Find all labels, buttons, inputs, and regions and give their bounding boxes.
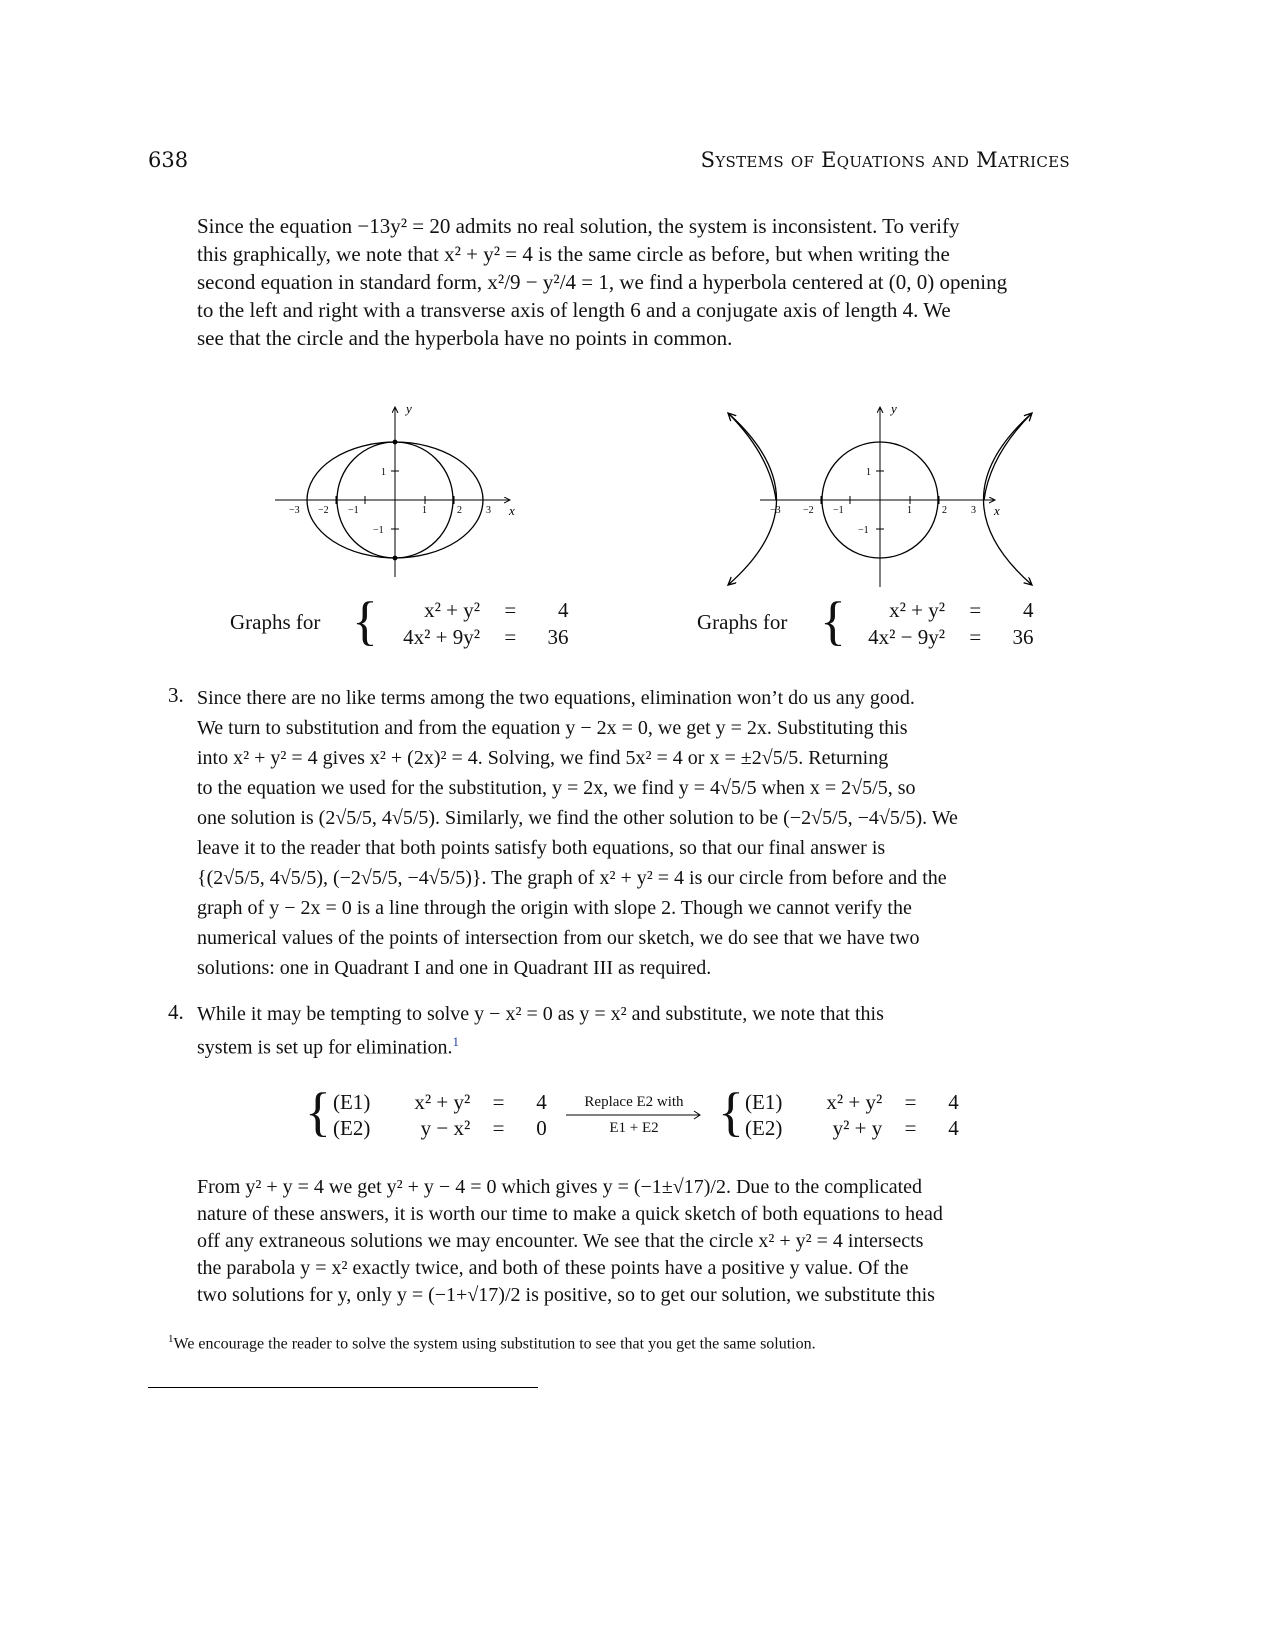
item-number: 3. bbox=[168, 683, 184, 707]
eq-lhs: x² + y² bbox=[826, 1090, 883, 1114]
y-tick-label: 1 bbox=[866, 467, 871, 478]
x-axis-label: x bbox=[994, 503, 1000, 518]
item3-line: leave it to the reader that both points satisfy both equations, so that our final answer is bbox=[197, 837, 886, 859]
elim-arrow-label-bottom: E1 + E2 bbox=[609, 1120, 659, 1136]
system-brace: { bbox=[718, 1082, 744, 1142]
footnote bbox=[168, 1333, 1068, 1353]
footnote-mark: 1 bbox=[168, 1333, 174, 1345]
x-tick-label: 2 bbox=[942, 505, 947, 516]
item3-line: numerical values of the points of intersection from our sketch, we do see that we have two bbox=[197, 927, 920, 949]
y-tick-label: −1 bbox=[858, 525, 869, 536]
intro-line: to the left and right with a transverse axis of length 6 and a conjugate axis of length 4. We bbox=[197, 298, 951, 322]
item3-line: We turn to substitution and from the equation y − 2x = 0, we get y = 2x. Substituting this bbox=[197, 717, 908, 739]
eq-rhs: 4 bbox=[948, 1116, 959, 1140]
hyperbola-left-branch bbox=[728, 413, 777, 585]
eq-sign: = bbox=[904, 1116, 917, 1140]
eq-sign: = bbox=[492, 1090, 505, 1114]
running-header-title: Systems of Equations and Matrices bbox=[700, 148, 1070, 172]
eq-rhs: 4 bbox=[558, 598, 569, 622]
eq-label: (E1) bbox=[745, 1090, 783, 1114]
x-tick-label: −2 bbox=[803, 505, 814, 516]
y-axis-label: y bbox=[406, 401, 412, 416]
elim-arrow-label-top: Replace E2 with bbox=[584, 1094, 684, 1110]
x-tick-label: 1 bbox=[907, 505, 912, 516]
item-number: 4. bbox=[168, 1000, 184, 1024]
footnote-text: We encourage the reader to solve the system using substitution to see that you get the same solution. bbox=[173, 1335, 816, 1353]
intro-line: see that the circle and the hyperbola have no points in common. bbox=[197, 326, 733, 350]
item4-line: two solutions for y, only y = (−1+√17)/2 is positive, so to get our solution, we substitute this bbox=[197, 1284, 935, 1306]
eq-sign: = bbox=[504, 625, 517, 649]
graph-caption-right: Graphs for bbox=[697, 610, 788, 634]
intro-line: Since the equation −13y² = 20 admits no real solution, the system is inconsistent. To verify bbox=[197, 214, 960, 238]
left-system-row bbox=[380, 596, 569, 624]
eq-lhs: x² + y² bbox=[424, 598, 480, 622]
eq-label: (E2) bbox=[333, 1116, 371, 1140]
eq-sign: = bbox=[904, 1090, 917, 1114]
intersection-point bbox=[393, 556, 398, 561]
elim-right-row bbox=[745, 1114, 959, 1142]
item4-intro bbox=[197, 1000, 1070, 1062]
item3-line: {(2√5/5, 4√5/5), (−2√5/5, −4√5/5)}. The graph of x² + y² = 4 is our circle from before and the bbox=[197, 867, 947, 889]
item4-line: While it may be tempting to solve y − x² = 0 as y = x² and substitute, we note that this bbox=[197, 1003, 884, 1025]
eq-sign: = bbox=[969, 625, 982, 649]
system-brace: { bbox=[352, 591, 378, 651]
eq-rhs: 36 bbox=[547, 625, 569, 649]
elim-arrow bbox=[566, 1110, 706, 1120]
footnote-reference[interactable]: 1 bbox=[452, 1034, 460, 1049]
intro-line: second equation in standard form, x²/9 − y²/4 = 1, we find a hyperbola centered at (0, 0) opening bbox=[197, 270, 1008, 294]
intersection-point bbox=[393, 440, 398, 445]
eq-sign: = bbox=[969, 598, 982, 622]
eq-label: (E1) bbox=[333, 1090, 371, 1114]
eq-rhs: 36 bbox=[1012, 625, 1034, 649]
elim-left-row bbox=[333, 1088, 547, 1116]
x-tick-label: 2 bbox=[457, 505, 462, 516]
eq-rhs: 0 bbox=[536, 1116, 547, 1140]
x-tick-label: −3 bbox=[289, 505, 300, 516]
eq-rhs: 4 bbox=[948, 1090, 959, 1114]
eq-rhs: 4 bbox=[536, 1090, 547, 1114]
intro-line: this graphically, we note that x² + y² = 4 is the same circle as before, but when writing the bbox=[197, 242, 950, 266]
eq-lhs: 4x² − 9y² bbox=[868, 625, 945, 649]
item3-line: solutions: one in Quadrant I and one in Quadrant III as required. bbox=[197, 957, 712, 979]
item3-line: to the equation we used for the substitution, y = 2x, we find y = 4√5/5 when x = 2√5/5, so bbox=[197, 777, 916, 799]
system-brace: { bbox=[820, 591, 846, 651]
eq-lhs: x² + y² bbox=[414, 1090, 471, 1114]
intro-paragraph bbox=[197, 212, 1070, 352]
y-tick-label: −1 bbox=[373, 525, 384, 536]
x-axis-label: x bbox=[509, 503, 515, 518]
item4-line: nature of these answers, it is worth our time to make a quick sketch of both equations to head bbox=[197, 1203, 943, 1225]
right-system-row bbox=[845, 623, 1034, 651]
item4-line: From y² + y = 4 we get y² + y − 4 = 0 which gives y = (−1±√17)/2. Due to the complicated bbox=[197, 1176, 923, 1198]
eq-label: (E2) bbox=[745, 1116, 783, 1140]
x-tick-label: 1 bbox=[422, 505, 427, 516]
eq-lhs: y² + y bbox=[832, 1116, 883, 1140]
eq-rhs: 4 bbox=[1023, 598, 1034, 622]
item4-line: off any extraneous solutions we may encounter. We see that the circle x² + y² = 4 intersects bbox=[197, 1230, 924, 1252]
item4-line: the parabola y = x² exactly twice, and both of these points have a positive y value. Of the bbox=[197, 1257, 909, 1279]
page-number: 638 bbox=[148, 148, 189, 172]
eq-lhs: x² + y² bbox=[889, 598, 945, 622]
left-system-row bbox=[380, 623, 569, 651]
graph-circle-ellipse bbox=[265, 395, 525, 580]
y-axis-label: y bbox=[891, 401, 897, 416]
eq-lhs: y − x² bbox=[420, 1116, 471, 1140]
x-tick-label: −3 bbox=[770, 505, 781, 516]
eq-lhs: 4x² + 9y² bbox=[403, 625, 480, 649]
item3-paragraph bbox=[197, 683, 1070, 983]
footnote-rule bbox=[148, 1387, 538, 1388]
y-tick-label: 1 bbox=[381, 467, 386, 478]
item3-line: one solution is (2√5/5, 4√5/5). Similarly, we find the other solution to be (−2√5/5, −4√5/5). We bbox=[197, 807, 958, 829]
x-tick-label: 3 bbox=[971, 505, 976, 516]
x-tick-label: −1 bbox=[348, 505, 359, 516]
right-system-row bbox=[845, 596, 1034, 624]
elim-right-row bbox=[745, 1088, 959, 1116]
eq-sign: = bbox=[504, 598, 517, 622]
item4-line: system is set up for elimination.$^1$ bbox=[197, 1034, 460, 1059]
item3-line: graph of y − 2x = 0 is a line through the origin with slope 2. Though we cannot verify the bbox=[197, 897, 912, 919]
elim-left-row bbox=[333, 1114, 547, 1142]
x-tick-label: −2 bbox=[318, 505, 329, 516]
hyperbola-right-branch bbox=[984, 413, 1033, 585]
system-brace: { bbox=[305, 1082, 331, 1142]
x-tick-label: 3 bbox=[486, 505, 491, 516]
x-tick-label: −1 bbox=[833, 505, 844, 516]
item4-continuation bbox=[197, 1174, 1070, 1309]
item3-line: into x² + y² = 4 gives x² + (2x)² = 4. Solving, we find 5x² = 4 or x = ±2√5/5. Returning bbox=[197, 747, 889, 769]
graph-circle-hyperbola bbox=[720, 395, 1050, 590]
eq-sign: = bbox=[492, 1116, 505, 1140]
item3-line: Since there are no like terms among the two equations, elimination won’t do us any good. bbox=[197, 687, 915, 709]
graph-caption-left: Graphs for bbox=[230, 610, 321, 634]
